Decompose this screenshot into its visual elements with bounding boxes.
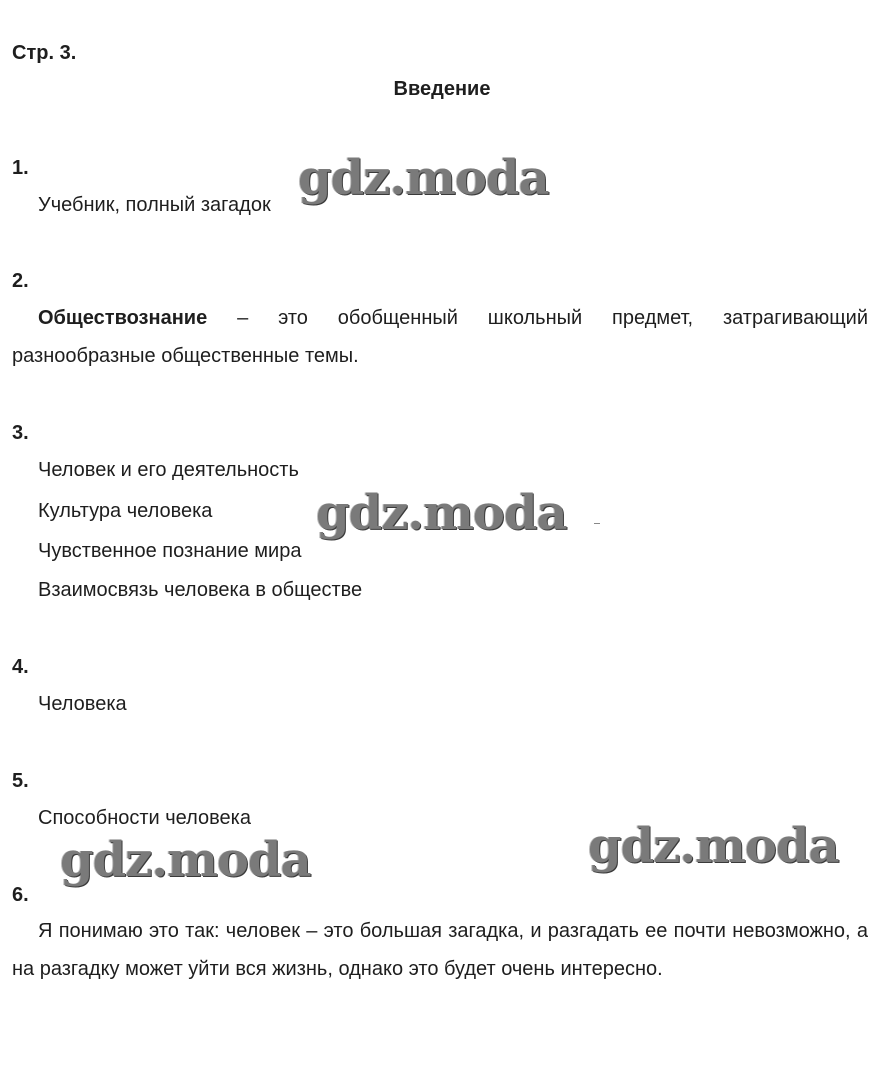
answer-2 — [12, 299, 868, 375]
page-label: Стр. 3. — [12, 42, 77, 64]
section-title: Введение — [393, 78, 491, 100]
answer-6: Я понимаю это так: человек – это большая загадка, и разгадать ее почти невозможно, а на разгадку может уйти вся жизнь, однако это будет очень интересно. — [12, 920, 868, 980]
answer-5: Способности человека — [38, 807, 251, 829]
question-number-5: 5. — [12, 770, 29, 792]
question-number-3: 3. — [12, 422, 29, 444]
watermark-logo: gdz.moda — [588, 818, 839, 874]
question-number-4: 4. — [12, 656, 29, 678]
answer-3-item: Чувственное познание мира — [38, 540, 302, 562]
watermark-logo: gdz.moda — [298, 150, 549, 206]
question-number-6: 6. — [12, 884, 29, 906]
answer-4: Человека — [38, 693, 127, 715]
answer-2-text: – это обобщенный школьный предмет, затрагивающий разнообразные общественные темы. — [12, 307, 868, 367]
question-number-2: 2. — [12, 270, 29, 292]
answer-3-item: Взаимосвязь человека в обществе — [38, 579, 363, 601]
stray-mark — [594, 523, 600, 524]
watermark-logo: gdz.moda — [316, 485, 567, 541]
answer-3-item: Культура человека — [38, 500, 213, 522]
question-number-1: 1. — [12, 157, 29, 179]
watermark-logo: gdz.moda — [60, 832, 311, 888]
answer-2-term: Обществознание — [38, 307, 208, 329]
answer-3-item: Человек и его деятельность — [38, 459, 299, 481]
answer-1: Учебник, полный загадок — [38, 194, 271, 216]
